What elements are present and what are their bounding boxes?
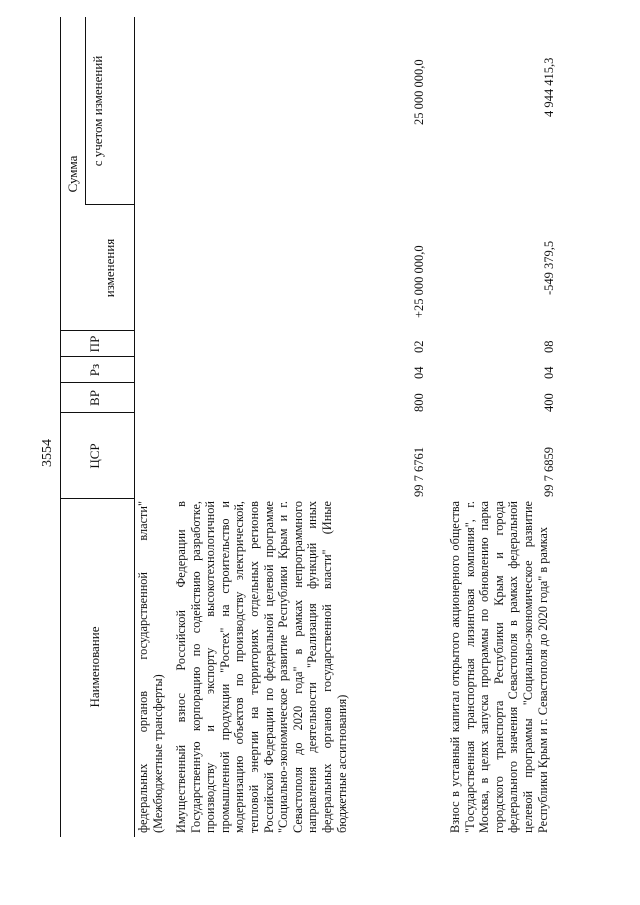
header-changes: изменения xyxy=(102,238,117,298)
header-sum: Сумма xyxy=(65,155,80,193)
header-rz: Рз xyxy=(87,363,102,377)
row-2-total: 25 000 000,0 xyxy=(412,59,426,125)
header-pr: ПР xyxy=(87,335,102,353)
table-top-rule xyxy=(60,17,61,837)
sum-sub-rule xyxy=(85,17,86,205)
row-2-csr: 99 7 6761 xyxy=(412,447,426,497)
row-3-pr: 08 xyxy=(542,340,556,353)
row-2-pr: 02 xyxy=(412,340,426,353)
row-2-name xyxy=(174,501,349,833)
row-2-vr: 800 xyxy=(412,393,426,412)
row-3-csr: 99 7 6859 xyxy=(542,447,556,497)
header-with-changes: с учетом изменений xyxy=(90,55,105,167)
row-1-name xyxy=(136,501,165,833)
header-csr: ЦСР xyxy=(87,443,102,469)
row-2-change: +25 000 000,0 xyxy=(412,245,426,318)
row-2-rz: 04 xyxy=(412,366,426,379)
row-3-change: -549 379,5 xyxy=(542,240,556,295)
row-3-name-text: Взнос в уставный капитал открытого акционерного общества "Государственная транспортная лизинговая компания", г. Москва, в целях запуска программы по обновлению парка городского транспорта Республики Крым и города федерального значения Севастополя в рамках федеральной целевой программы "Социально-экономическое развитие Республики Крым и г. Севастополя до 2020 года" в рамках xyxy=(448,501,550,833)
row-2-name-text: Имущественный взнос Российской Федерации в Государственную корпорацию по содействию разработке, производству и экспорту высокотехнологичной промышленной продукции "Ростех" на строительство и модернизацию объектов по производству электрической, тепловой энергии на территориях отдельных регионов Российской Федерации по федеральной целевой программе "Социально-экономическое развитие Республики Крым и г. Севастополя до 2020 года" в рамках непрограммного направления деятельности "Реализация функций иных федеральных органов государственной власти" (Иные бюджетные ассигнования) xyxy=(174,501,349,833)
row-3-name xyxy=(448,501,550,833)
header-name: Наименование xyxy=(87,626,102,708)
header-vr: ВР xyxy=(87,390,102,406)
row-3-total: 4 944 415,3 xyxy=(542,57,556,117)
row-1-name-text: федеральных органов государственной власти" (Межбюджетные трансферты) xyxy=(136,501,165,833)
page-number: 3554 xyxy=(40,439,55,467)
row-3-vr: 400 xyxy=(542,393,556,412)
row-3-rz: 04 xyxy=(542,366,556,379)
header-bottom-rule xyxy=(134,17,135,837)
